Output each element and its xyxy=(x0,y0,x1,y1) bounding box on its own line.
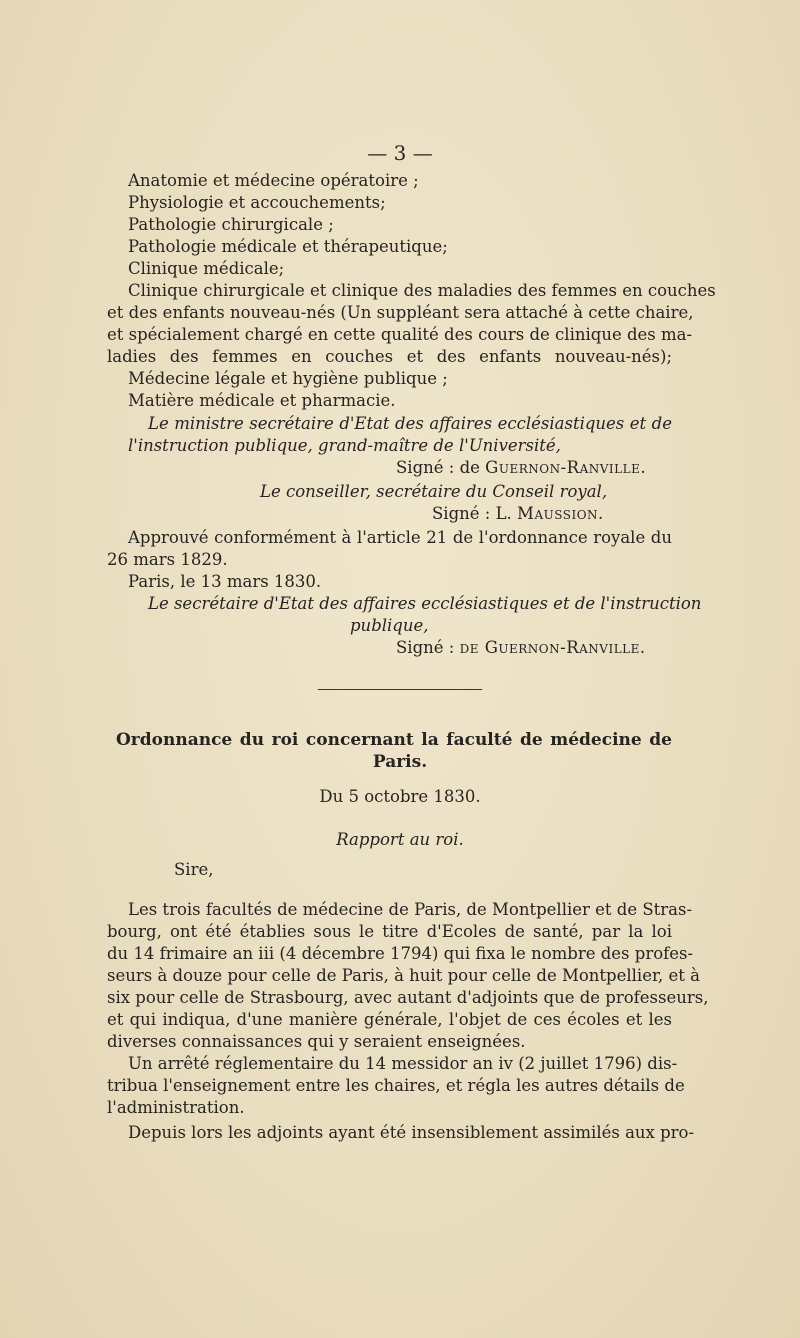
ordonnance-date: Du 5 octobre 1830. xyxy=(319,787,481,806)
paragraph-line: tribua l'enseignement entre les chaires, et régla les autres détails de xyxy=(107,1076,685,1095)
paragraph-line: 26 mars 1829. xyxy=(107,550,228,569)
paragraph-line: l'administration. xyxy=(107,1098,245,1117)
paragraph-line: Paris, le 13 mars 1830. xyxy=(128,572,322,591)
list-item: Anatomie et médecine opératoire ; xyxy=(128,171,419,190)
paragraph-line: seurs à douze pour celle de Paris, à huit pour celle de Montpellier, et à xyxy=(107,966,701,985)
section-heading: Ordonnance du roi concernant la faculté de médecine de xyxy=(116,730,672,750)
list-item: Pathologie médicale et thérapeutique; xyxy=(128,237,448,256)
paragraph-line: et qui indiqua, d'une manière générale, l'objet de ces écoles et les xyxy=(107,1010,672,1029)
section-heading: Paris. xyxy=(372,752,428,772)
signature-line: Signé : de Guernon-Ranville. xyxy=(396,638,646,657)
signature-title: Le conseiller, secrétaire du Conseil royal, xyxy=(260,482,608,501)
list-item: Clinique médicale; xyxy=(128,259,285,278)
paragraph-line: ladies des femmes en couches et des enfants nouveau-nés); xyxy=(107,347,672,366)
signature-title: Le ministre secrétaire d'Etat des affaires ecclésiastiques et de xyxy=(148,414,672,433)
list-item: Physiologie et accouchements; xyxy=(128,193,386,212)
paragraph-line: Depuis lors les adjoints ayant été insensiblement assimilés aux pro- xyxy=(128,1123,695,1142)
signature-line: Signé : L. Maussion. xyxy=(432,504,604,523)
paragraph-line: du 14 frimaire an iii (4 décembre 1794) qui fixa le nombre des profes- xyxy=(107,944,694,963)
paragraph-line: et des enfants nouveau-nés (Un suppléant sera attaché à cette chaire, xyxy=(107,303,694,322)
signatory-name: de Guernon-Ranville. xyxy=(459,638,646,657)
paragraph-line: Clinique chirurgicale et clinique des maladies des femmes en couches xyxy=(128,281,716,300)
paragraph-line: Les trois facultés de médecine de Paris, de Montpellier et de Stras- xyxy=(128,900,693,919)
signatory-name: Maussion. xyxy=(517,504,604,523)
paragraph-line: bourg, ont été établies sous le titre d'Ecoles de santé, par la loi xyxy=(107,922,672,941)
signature-title: publique, xyxy=(350,616,429,635)
paragraph-line: Approuvé conformément à l'article 21 de l'ordonnance royale du xyxy=(128,528,672,547)
signature-title: l'instruction publique, grand-maître de l'Université, xyxy=(128,436,561,455)
signature-line: Signé : de Guernon-Ranville. xyxy=(396,458,647,477)
signatory-name: Guernon-Ranville. xyxy=(485,458,647,477)
signature-title: Le secrétaire d'Etat des affaires ecclésiastiques et de l'instruction xyxy=(148,594,702,613)
list-item: Matière médicale et pharmacie. xyxy=(128,391,396,410)
paragraph-line: diverses connaissances qui y seraient enseignées. xyxy=(107,1032,526,1051)
list-item: Pathologie chirurgicale ; xyxy=(128,215,334,234)
paragraph-line: six pour celle de Strasbourg, avec autant d'adjoints que de professeurs, xyxy=(107,988,709,1007)
paragraph-line: Un arrêté réglementaire du 14 messidor an iv (2 juillet 1796) dis- xyxy=(128,1054,678,1073)
salutation: Sire, xyxy=(174,860,214,879)
page-number: — 3 — xyxy=(367,141,433,165)
paragraph-line: et spécialement chargé en cette qualité des cours de clinique des ma- xyxy=(107,325,693,344)
section-divider xyxy=(318,689,482,690)
list-item: Médecine légale et hygiène publique ; xyxy=(128,369,448,388)
rapport-heading: Rapport au roi. xyxy=(336,830,464,849)
